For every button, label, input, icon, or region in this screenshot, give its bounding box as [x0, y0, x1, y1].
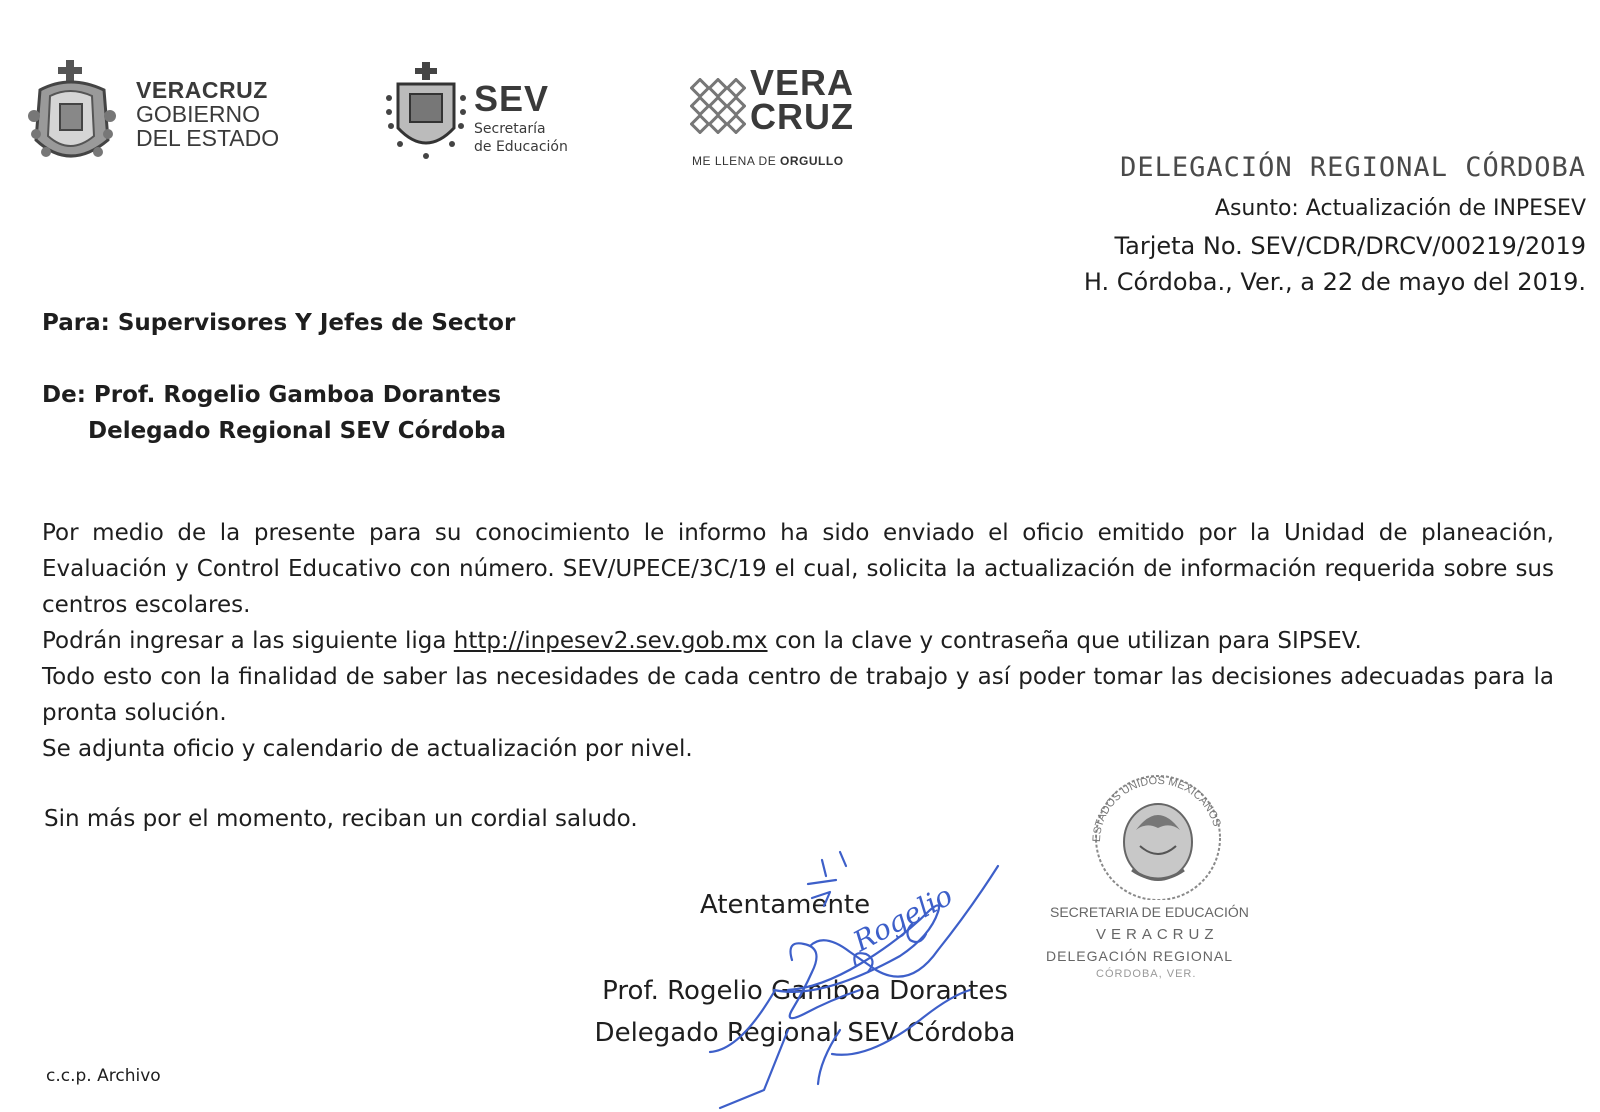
atentamente: Atentamente [700, 890, 871, 920]
tarjeta-number: Tarjeta No. SEV/CDR/DRCV/00219/2019 [1114, 232, 1586, 260]
inpesev-link[interactable]: http://inpesev2.sev.gob.mx [453, 628, 768, 654]
document-date: H. Córdoba., Ver., a 22 de mayo del 2019. [1083, 268, 1586, 296]
p2-after: con la clave y contraseña que utilizan para SIPSEV. [767, 628, 1362, 654]
gobierno-line1: VERACRUZ [136, 77, 268, 103]
sev-line1: Secretaría [474, 121, 546, 137]
ccp-archivo: c.c.p. Archivo [46, 1066, 161, 1086]
delegacion-title: DELEGACIÓN REGIONAL CÓRDOBA [1120, 152, 1586, 183]
gobierno-line2: GOBIERNO [136, 101, 260, 127]
signer-title: Delegado Regional SEV Córdoba [594, 1018, 1016, 1048]
de-line: De: Prof. Rogelio Gamboa Dorantes [42, 382, 502, 408]
gobierno-line3: DEL ESTADO [136, 125, 280, 151]
de-cargo: Delegado Regional SEV Córdoba [88, 418, 507, 444]
vc-slogan-b: ORGULLO [780, 154, 844, 168]
vc-line2: CRUZ [750, 96, 854, 137]
body-paragraph-1: Por medio de la presente para su conocimiento le informo ha sido enviado el oficio emitido por la Unidad de planeación, Evaluación y Control Educativo con número. SEV/UPECE/3C/19 el cual, solicita la actualización de información requerida sobre sus centros escolares. [42, 520, 1554, 618]
letter-body [42, 515, 1554, 767]
sev-line2: de Educación [474, 139, 568, 155]
signature-handwriting: Rogelio [847, 878, 958, 959]
stamp-line4: CÓRDOBA, VER. [1096, 968, 1197, 980]
body-paragraph-4: Se adjunta oficio y calendario de actualización por nivel. [42, 736, 693, 762]
sev-acronym: SEV [474, 78, 550, 119]
asunto: Asunto: Actualización de INPESEV [1214, 196, 1586, 221]
stamp-ring-text: ESTADOS UNIDOS MEXICANOS [1090, 774, 1223, 843]
knot-pattern-icon [690, 78, 746, 134]
p2-before: Podrán ingresar a las siguiente liga [42, 628, 454, 654]
body-paragraph-2 [42, 623, 1554, 659]
stamp-line1: SECRETARIA DE EDUCACIÓN [1050, 904, 1249, 920]
handwritten-signature [700, 840, 1020, 1112]
stamp-line3: DELEGACIÓN REGIONAL [1046, 948, 1234, 964]
official-stamp [1040, 770, 1280, 990]
sev-shield-icon [384, 62, 468, 162]
stamp-line2: VERACRUZ [1096, 926, 1219, 943]
vc-line1: VERA [750, 62, 855, 103]
closing-line: Sin más por el momento, reciban un cordial saludo. [44, 806, 638, 832]
eagle-seal-icon [1040, 770, 1280, 900]
para-line: Para: Supervisores Y Jefes de Sector [42, 310, 516, 336]
sev-logo [384, 62, 604, 172]
coat-of-arms-icon [26, 60, 122, 170]
veracruz-orgullo-logo [690, 62, 870, 176]
signer-name: Prof. Rogelio Gamboa Dorantes [602, 976, 1008, 1006]
gobierno-veracruz-logo [26, 60, 296, 170]
vc-slogan-a: ME LLENA DE [692, 154, 781, 168]
body-paragraph-3: Todo esto con la finalidad de saber las necesidades de cada centro de trabajo y así poder tomar las decisiones adecuadas para la pronta solución. [42, 664, 1554, 726]
vc-slogan [692, 154, 844, 168]
